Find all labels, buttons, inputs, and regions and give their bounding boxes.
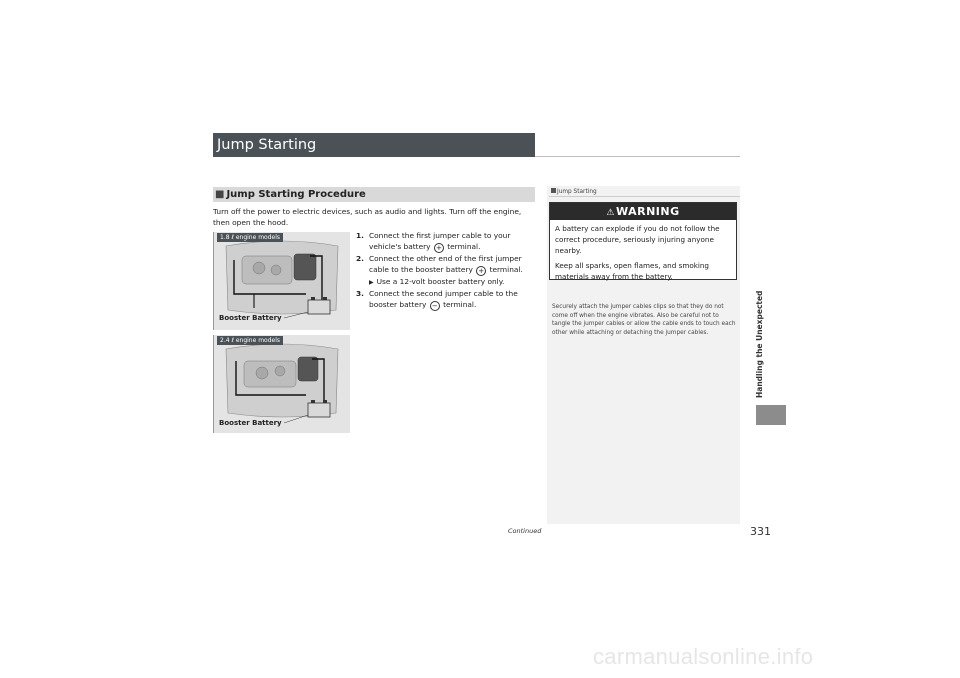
- step-note-text: Use a 12-volt booster battery only.: [376, 277, 505, 286]
- plus-terminal-icon: +: [434, 243, 444, 253]
- warning-triangle-icon: ⚠: [606, 208, 615, 218]
- warning-text-1: A battery can explode if you do not follow the correct procedure, seriously injuring anyone nearby.: [555, 224, 720, 255]
- step-text-end: terminal.: [487, 265, 523, 274]
- step-number: 2.: [356, 254, 364, 263]
- title-rule: [535, 156, 740, 157]
- booster-battery-callout: Booster Battery: [219, 314, 282, 322]
- sidebar-note: Securely attach the jumper cables clips so that they do not come off when the engine vibrates. Also be careful not to tangle the jumper cables or allow the cable ends to touch each other while attaching or detaching the jumper cables.: [552, 304, 736, 336]
- page-number: 331: [750, 525, 771, 538]
- step-text: Connect the other end of the first jumper cable to the booster battery: [369, 254, 522, 274]
- chapter-side-tab: [751, 186, 773, 406]
- section-marker: ■: [215, 189, 225, 200]
- figure-engine-2-4: [213, 335, 349, 433]
- sidebar-title: [551, 188, 597, 195]
- intro-text: Turn off the power to electric devices, such as audio and lights. Turn off the engine, then open the hood.: [213, 207, 522, 227]
- continued-label: Continued: [508, 527, 542, 535]
- step-number: 3.: [356, 289, 364, 298]
- plus-terminal-icon: +: [476, 266, 486, 276]
- step-3: [356, 288, 536, 311]
- step-text-end: terminal.: [444, 242, 481, 251]
- step-2-note: [356, 276, 536, 288]
- booster-battery-callout: Booster Battery: [219, 419, 282, 427]
- sidebar-rule: [549, 196, 740, 197]
- section-heading: [213, 187, 535, 202]
- watermark: carmanualsonline.info: [593, 644, 814, 669]
- sidebar-notes: [547, 186, 740, 524]
- warning-header: [550, 203, 736, 220]
- minus-terminal-icon: −: [430, 301, 440, 311]
- chapter-tab-label: Handling the Unexpected: [755, 290, 764, 398]
- section-heading-text: Jump Starting Procedure: [226, 189, 366, 200]
- step-2: [356, 253, 536, 276]
- reference-box-icon: [551, 188, 556, 193]
- figure-label: 2.4 ℓ engine models: [217, 336, 283, 345]
- step-number: 1.: [356, 231, 364, 240]
- warning-box: [549, 202, 737, 280]
- step-text: Connect the second jumper cable to the booster battery: [369, 289, 518, 309]
- warning-body: [550, 220, 736, 282]
- step-1: [356, 230, 536, 253]
- page-title: Jump Starting: [213, 133, 535, 157]
- step-text-end: terminal.: [440, 300, 477, 309]
- step-text: Connect the first jumper cable to your vehicle's battery: [369, 231, 511, 251]
- warning-title: WARNING: [615, 205, 680, 218]
- sidebar-title-text: Jump Starting: [557, 189, 597, 195]
- figure-engine-1-8: [213, 232, 349, 330]
- figure-label: 1.8 ℓ engine models: [217, 233, 283, 242]
- steps-list: [356, 230, 536, 311]
- arrow-right-icon: ▶: [369, 279, 374, 286]
- chapter-tab-marker: [756, 405, 786, 425]
- warning-text-2: Keep all sparks, open flames, and smoking materials away from the battery.: [555, 261, 709, 281]
